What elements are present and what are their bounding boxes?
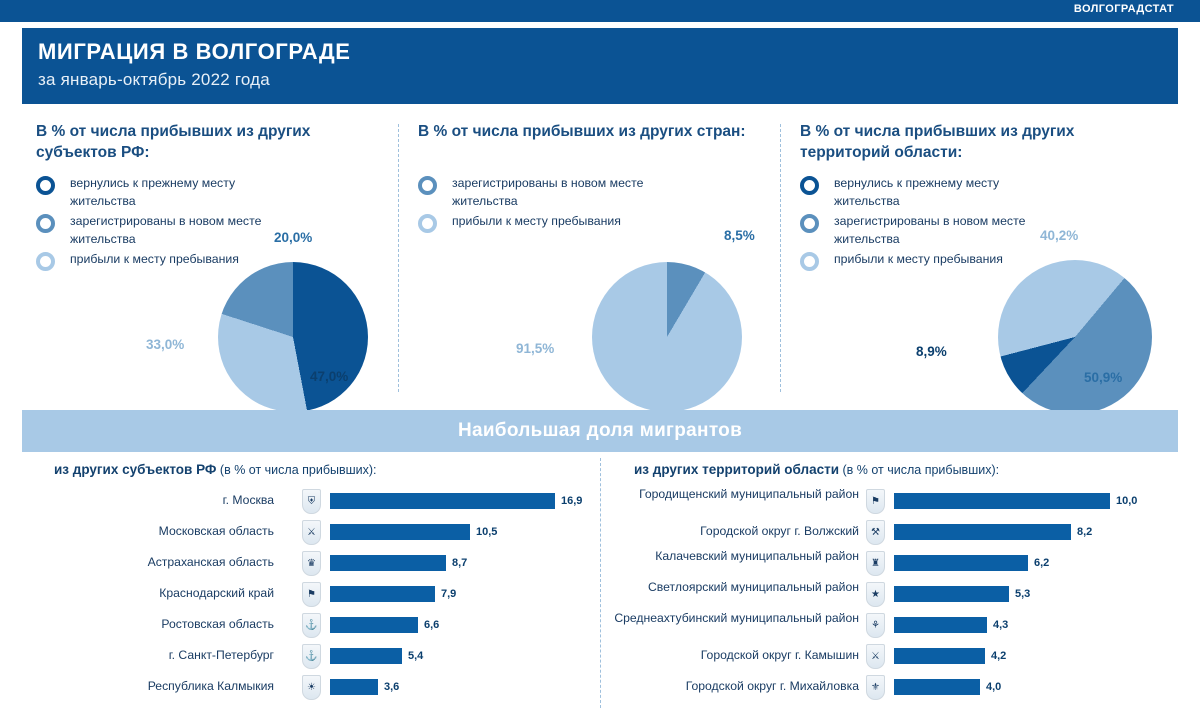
bar-row — [614, 674, 1174, 705]
bar-chart-1-heading-thin: (в % от числа прибывших): — [216, 463, 377, 477]
bar-row-label: Среднеахтубинский муниципальный район — [614, 611, 859, 625]
region-emblem-glyph: ⚔ — [307, 526, 316, 538]
pie-chart-3-graphic — [998, 260, 1152, 414]
bar-fill — [330, 679, 378, 695]
bar-fill — [894, 679, 980, 695]
bar-row-label: г. Москва — [222, 493, 274, 507]
legend-bullet-light-icon — [800, 252, 819, 271]
bar-row — [34, 643, 594, 674]
legend-bullet-light-icon — [418, 214, 437, 233]
bar-fill — [330, 586, 435, 602]
pie-3-value-mid: 50,9% — [1084, 370, 1123, 385]
legend-item — [800, 174, 1060, 210]
divider-1 — [398, 124, 399, 392]
bar-row — [614, 581, 1174, 612]
bar-value: 3,6 — [384, 681, 400, 693]
bar-row-label: Ростовская область — [161, 617, 274, 631]
bar-fill — [894, 586, 1009, 602]
bar-value: 4,0 — [986, 681, 1002, 693]
district-emblem-glyph: ⚒ — [871, 526, 880, 538]
bar-value: 8,7 — [452, 557, 468, 569]
legend-item-label: зарегистрированы в новом месте жительства — [70, 214, 262, 246]
legend-item — [36, 212, 296, 248]
bar-chart-1-bars — [34, 488, 594, 705]
bar-value: 16,9 — [561, 495, 583, 507]
bar-fill — [894, 555, 1028, 571]
region-emblem-icon — [302, 551, 321, 576]
bar-row-label: Городищенский муниципальный район — [639, 487, 859, 501]
bar-row — [34, 488, 594, 519]
bar-row — [614, 488, 1174, 519]
district-emblem-icon — [866, 613, 885, 638]
district-emblem-icon — [866, 644, 885, 669]
bar-row — [34, 581, 594, 612]
bar-fill — [330, 617, 418, 633]
legend-item-label: вернулись к прежнему месту жительства — [834, 176, 1000, 208]
pie-1-value-mid: 20,0% — [274, 230, 313, 245]
district-emblem-glyph: ⚘ — [871, 619, 880, 631]
bar-track — [894, 555, 1144, 571]
section-banner — [22, 410, 1178, 452]
legend-item-label: вернулись к прежнему месту жительства — [70, 176, 236, 208]
bar-track — [330, 679, 570, 695]
pie-chart-2 — [592, 262, 742, 412]
bar-row-label: Республика Калмыкия — [147, 679, 274, 693]
page-subtitle: за январь-октябрь 2022 года — [38, 70, 270, 89]
bar-value: 6,2 — [1034, 557, 1050, 569]
bar-fill — [330, 493, 555, 509]
legend-item — [418, 212, 678, 242]
region-emblem-glyph: ⚓ — [305, 650, 318, 662]
bar-fill — [330, 524, 470, 540]
bar-value: 8,2 — [1077, 526, 1093, 538]
page-title: МИГРАЦИЯ В ВОЛГОГРАДЕ — [38, 39, 351, 64]
bar-row-label: Светлоярский муниципальный район — [648, 580, 859, 594]
legend-item-label: зарегистрированы в новом месте жительства — [452, 176, 644, 208]
bar-row-label: г. Санкт-Петербург — [168, 648, 274, 662]
region-emblem-icon — [302, 520, 321, 545]
pie-1-value-light: 33,0% — [146, 337, 185, 352]
bar-row — [34, 519, 594, 550]
region-emblem-glyph: ♛ — [307, 557, 316, 569]
bar-track — [330, 648, 570, 664]
district-emblem-glyph: ♜ — [871, 557, 880, 569]
bar-track — [894, 493, 1144, 509]
pie-3-value-light: 40,2% — [1040, 228, 1079, 243]
bar-chart-1-heading — [54, 462, 377, 477]
bar-row — [614, 643, 1174, 674]
bar-value: 10,5 — [476, 526, 498, 538]
bar-row-label: Краснодарский край — [159, 586, 274, 600]
bar-track — [894, 679, 1144, 695]
bar-track — [330, 555, 570, 571]
region-emblem-icon — [302, 489, 321, 514]
pie-panel-within-region — [786, 116, 1178, 402]
legend-bullet-light-icon — [36, 252, 55, 271]
district-emblem-glyph: ★ — [871, 588, 880, 600]
bar-row — [614, 519, 1174, 550]
page-title-band — [22, 28, 1178, 104]
bar-chart-1-heading-bold: из других субъектов РФ — [54, 462, 217, 477]
pie-panel-2-heading: В % от числа прибывших из других стран: — [418, 123, 746, 140]
bar-track — [330, 493, 570, 509]
bar-row — [614, 612, 1174, 643]
pie-panel-3-heading: В % от числа прибывших из других территорий области: — [800, 123, 1075, 161]
bar-value: 6,6 — [424, 619, 440, 631]
region-emblem-icon — [302, 644, 321, 669]
region-emblem-glyph: ⚓ — [305, 619, 318, 631]
section-banner-label: Наибольшая доля мигрантов — [457, 420, 743, 441]
pie-chart-1 — [218, 262, 368, 412]
bar-fill — [894, 648, 985, 664]
region-emblem-glyph: ⛨ — [307, 495, 316, 507]
pie-charts-section — [22, 116, 1178, 402]
bar-track — [330, 524, 570, 540]
bar-row-label: Калачевский муниципальный район — [655, 549, 859, 563]
district-emblem-icon — [866, 551, 885, 576]
region-emblem-icon — [302, 582, 321, 607]
bar-chart-2-heading-thin: (в % от числа прибывших): — [839, 463, 1000, 477]
bar-chart-2-bars — [614, 488, 1174, 705]
bar-row-label: Городской округ г. Волжский — [700, 524, 859, 538]
bar-chart-2-heading — [634, 462, 999, 477]
bar-fill — [330, 648, 402, 664]
bar-row — [34, 612, 594, 643]
legend-item-label: прибыли к месту пребывания — [70, 252, 239, 266]
legend-bullet-mid-icon — [800, 214, 819, 233]
pie-panel-other-regions — [22, 116, 392, 402]
bar-track — [330, 617, 570, 633]
region-emblem-glyph: ☀ — [307, 681, 316, 693]
bar-value: 4,2 — [991, 650, 1007, 662]
bar-track — [894, 524, 1144, 540]
bar-row-label: Городской округ г. Камышин — [700, 648, 859, 662]
district-emblem-glyph: ⚔ — [871, 650, 880, 662]
bar-fill — [894, 617, 987, 633]
bar-charts-section — [22, 458, 1178, 708]
district-emblem-icon — [866, 489, 885, 514]
bar-row — [34, 550, 594, 581]
organization-brand: ВОЛГОГРАДСТАТ — [1073, 3, 1174, 15]
divider-2 — [780, 124, 781, 392]
legend-bullet-dark-icon — [800, 176, 819, 195]
pie-2-value-mid: 8,5% — [724, 228, 755, 243]
legend-item-label: прибыли к месту пребывания — [834, 252, 1003, 266]
pie-1-value-dark: 47,0% — [310, 369, 349, 384]
bar-fill — [894, 524, 1071, 540]
pie-3-value-dark: 8,9% — [916, 344, 947, 359]
divider-3 — [600, 458, 601, 708]
bar-value: 5,3 — [1015, 588, 1031, 600]
legend-item-label: прибыли к месту пребывания — [452, 214, 621, 228]
bar-track — [894, 617, 1144, 633]
pie-chart-3 — [998, 260, 1152, 414]
bar-chart-2-heading-bold: из других территорий области — [634, 462, 840, 477]
legend-item — [800, 212, 1060, 248]
bar-row — [614, 550, 1174, 581]
pie-2-value-light: 91,5% — [516, 341, 555, 356]
region-emblem-icon — [302, 675, 321, 700]
bar-value: 10,0 — [1116, 495, 1138, 507]
bar-chart-within-region — [614, 458, 1174, 708]
legend-item-label: зарегистрированы в новом месте жительства — [834, 214, 1026, 246]
legend-item — [36, 174, 296, 210]
region-emblem-glyph: ⚑ — [307, 588, 316, 600]
district-emblem-icon — [866, 520, 885, 545]
district-emblem-icon — [866, 675, 885, 700]
bar-value: 4,3 — [993, 619, 1009, 631]
bar-fill — [330, 555, 446, 571]
bar-value: 5,4 — [408, 650, 424, 662]
pie-panel-2-legend — [418, 174, 678, 244]
pie-chart-2-graphic — [592, 262, 742, 412]
pie-panel-1-heading: В % от числа прибывших из других субъектов РФ: — [36, 123, 311, 161]
top-bar — [0, 0, 1200, 22]
pie-panel-other-countries — [404, 116, 774, 402]
legend-item — [418, 174, 678, 210]
bar-row-label: Московская область — [158, 524, 274, 538]
bar-chart-other-regions — [34, 458, 594, 708]
bar-value: 7,9 — [441, 588, 457, 600]
bar-row-label: Астраханская область — [147, 555, 274, 569]
bar-track — [894, 648, 1144, 664]
legend-bullet-dark-icon — [36, 176, 55, 195]
bar-row-label: Городской округ г. Михайловка — [685, 679, 859, 693]
bar-fill — [894, 493, 1110, 509]
region-emblem-icon — [302, 613, 321, 638]
legend-bullet-mid-icon — [418, 176, 437, 195]
district-emblem-glyph: ⚑ — [871, 495, 880, 507]
pie-chart-1-graphic — [218, 262, 368, 412]
bar-row — [34, 674, 594, 705]
district-emblem-glyph: ⚜ — [871, 681, 880, 693]
legend-bullet-mid-icon — [36, 214, 55, 233]
district-emblem-icon — [866, 582, 885, 607]
